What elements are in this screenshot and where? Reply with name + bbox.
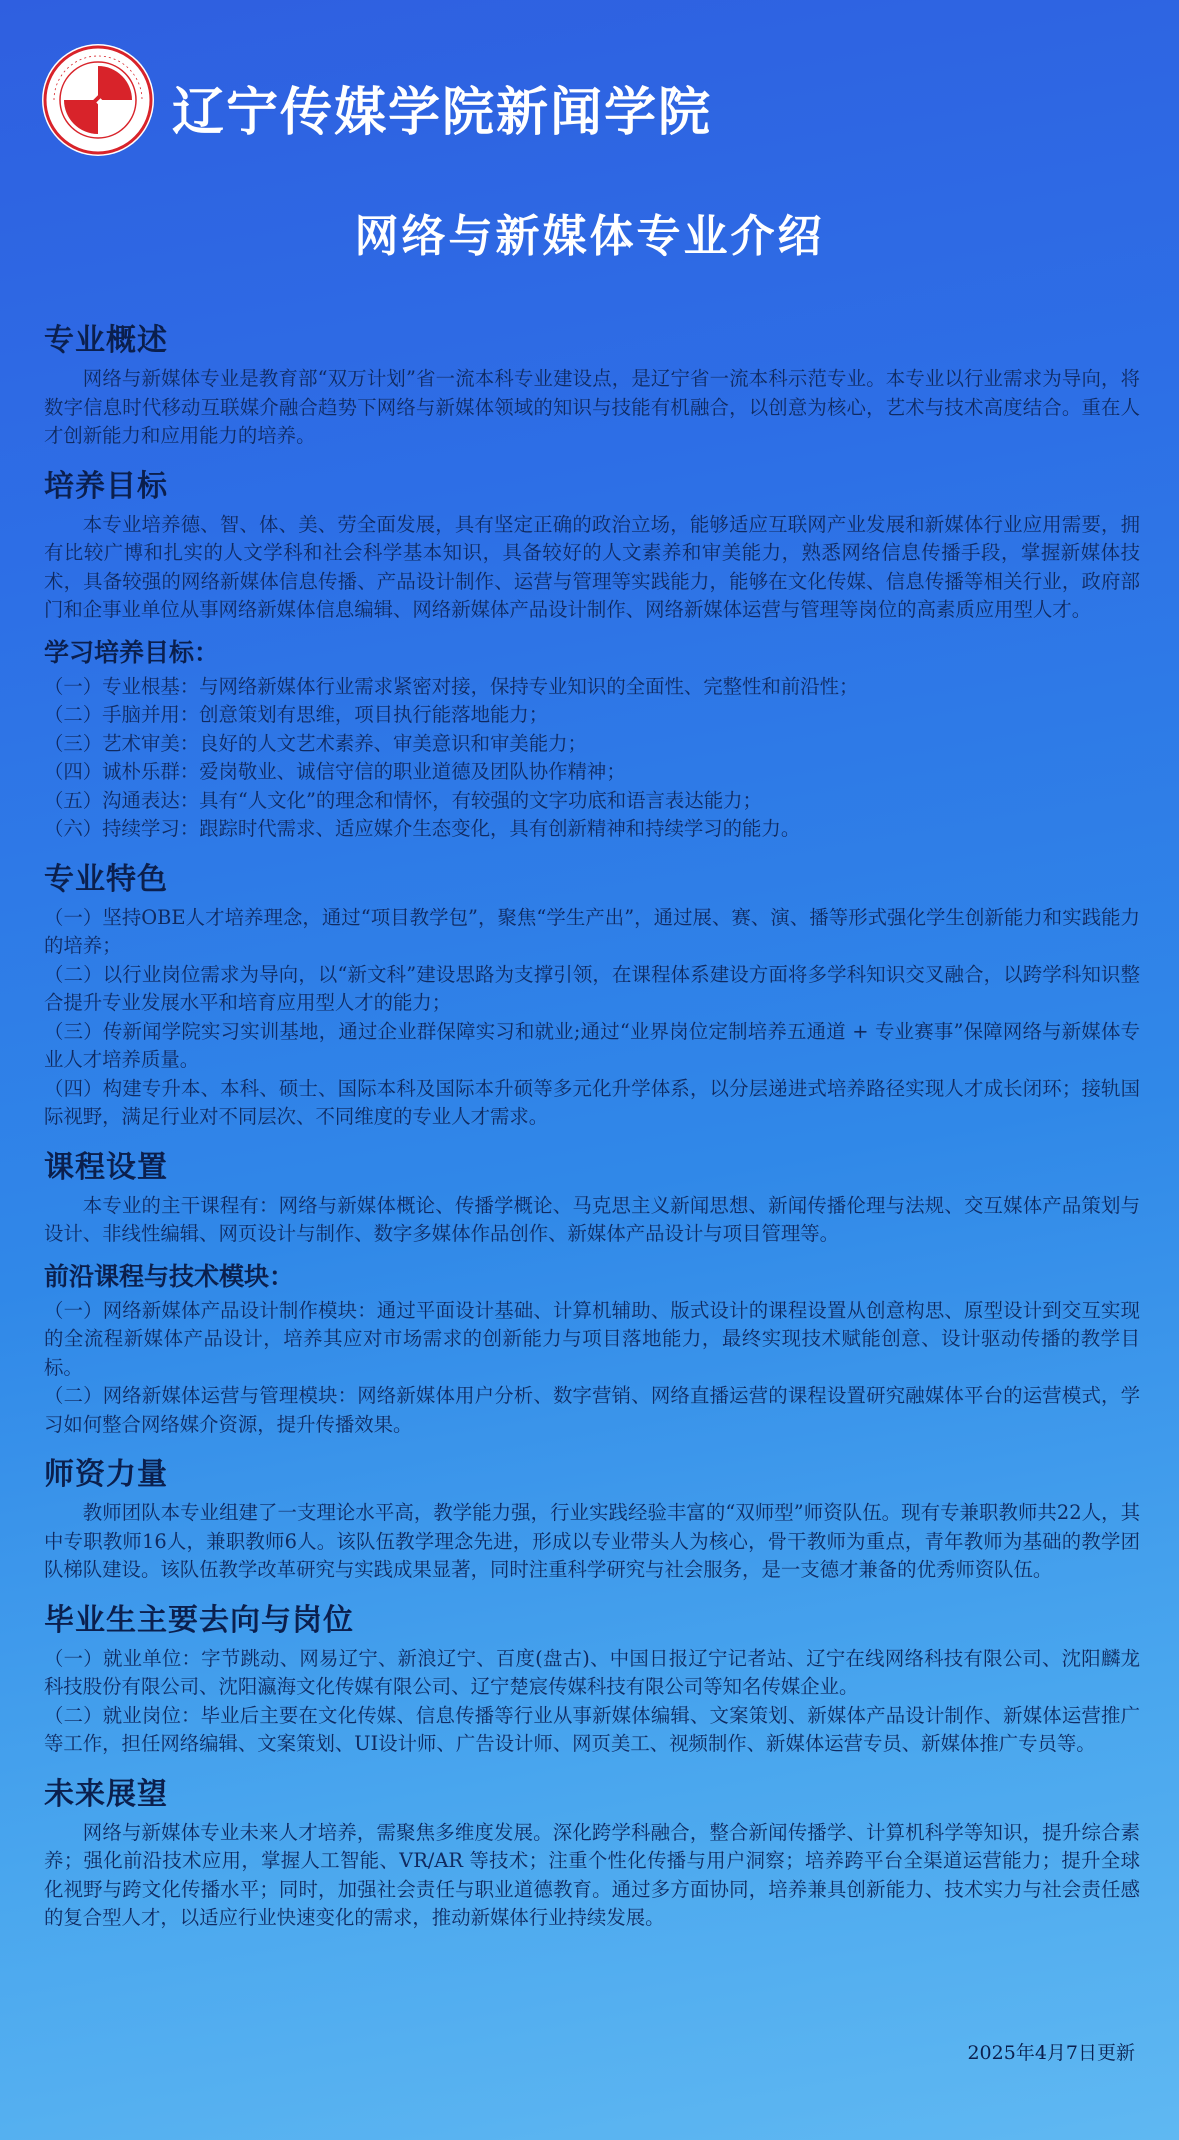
list-item: （四）构建专升本、本科、硕士、国际本科及国际本升硕等多元化升学体系，以分层递进式培养路径实现人才成长闭环；接轨国际视野，满足行业对不同层次、不同维度的专业人才需求。 [44, 1076, 1140, 1128]
section-body: 网络与新媒体专业是教育部“双万计划”省一流本科专业建设点，是辽宁省一流本科示范专业。本专业以行业需求为导向，将数字信息时代移动互联媒介融合趋势下网络与新媒体领域的知识与技能有机融合，以创意为核心，艺术与技术高度结合。重在人才创新能力和应用能力的培养。 [44, 367, 1140, 447]
list-item: （二）网络新媒体运营与管理模块：网络新媒体用户分析、数字营销、网络直播运营的课程设置研究融媒体平台的运营模式，学习如何整合网络媒介资源，提升传播效果。 [44, 1384, 1140, 1436]
section-body: 网络与新媒体专业未来人才培养，需聚焦多维度发展。深化跨学科融合，整合新闻传播学、计算机科学等知识，提升综合素养；强化前沿技术应用，掌握人工智能、VR/AR 等技术；注重个性化传播与用户洞察；培养跨平台全渠道运营能力；提升全球化视野与跨文化传播水平；同时，加强社会责任与职业道德教育。通过多方面协同，培养兼具创新能力、技术实力与社会责任感的复合型人才，以适应行业快速变化的需求，推动新媒体行业持续发展。 [44, 1820, 1140, 1929]
section-heading: 课程设置 [44, 1149, 168, 1185]
section-learning-goals [44, 633, 1140, 844]
list-item: （二）以行业岗位需求为导向，以“新文科”建设思路为支撑引领，在课程体系建设方面将多学科知识交叉融合，以跨学科知识整合提升专业发展水平和培育应用型人才的能力； [44, 962, 1140, 1014]
list-item: （一）就业单位：字节跳动、网易辽宁、新浪辽宁、百度(盘古)、中国日报辽宁记者站、辽宁在线网络科技有限公司、沈阳麟龙科技股份有限公司、沈阳瀛海文化传媒有限公司、辽宁楚宸传媒科技有限公司等知名传媒企业。 [44, 1646, 1140, 1698]
section-heading: 专业概述 [44, 323, 168, 358]
list-item: （二）就业岗位：毕业后主要在文化传媒、信息传播等行业从事新媒体编辑、文案策划、新媒体产品设计制作、新媒体运营推广等工作，担任网络编辑、文案策划、UI设计师、广告设计师、网页美工、视频制作、新媒体运营专员、新媒体推广专员等。 [44, 1703, 1140, 1755]
list-item: （一）专业根基：与网络新媒体行业需求紧密对接，保持专业知识的全面性、完整性和前沿性； [44, 674, 859, 698]
section-heading: 未来展望 [44, 1776, 168, 1812]
section-body: 教师团队本专业组建了一支理论水平高，教学能力强，行业实践经验丰富的“双师型”师资队伍。现有专兼职教师共22人，其中专职教师16人，兼职教师6人。该队伍教学理念先进，形成以专业带头人为核心，骨干教师为重点，青年教师为基础的教学团队梯队建设。该队伍教学改革研究与实践成果显著，同时注重科学研究与社会服务，是一支德才兼备的优秀师资队伍。 [44, 1501, 1140, 1581]
list-item: （六）持续学习：跟踪时代需求、适应媒介生态变化，具有创新精神和持续学习的能力。 [44, 817, 801, 840]
list-item: （五）沟通表达：具有“人文化”的理念和情怀，有较强的文字功底和语言表达能力； [44, 788, 762, 812]
section-outlook [44, 1769, 1140, 1933]
section-body: 本专业培养德、智、体、美、劳全面发展，具有坚定正确的政治立场，能够适应互联网产业发展和新媒体行业应用需要，拥有比较广博和扎实的人文学科和社会科学基本知识，具备较好的人文素养和审美能力，熟悉网络信息传播手段，掌握新媒体技术，具备较强的网络新媒体信息传播、产品设计制作、运营与管理等实践能力，能够在文化传媒、信息传播等相关行业，政府部门和企事业单位从事网络新媒体信息编辑、网络新媒体产品设计制作、网络新媒体运营与管理等岗位的高素质应用型人才。 [44, 512, 1140, 621]
list-item: （三）艺术审美：良好的人文艺术素养、审美意识和审美能力； [44, 731, 587, 755]
subsection-heading: 前沿课程与技术模块： [44, 1261, 295, 1291]
section-heading: 专业特色 [44, 861, 168, 897]
university-logo-icon [40, 42, 156, 158]
section-heading: 培养目标 [44, 468, 168, 504]
update-date: 2025年4月7日更新 [967, 2042, 1135, 2064]
section-courses [44, 1142, 1140, 1249]
section-goals [44, 461, 1140, 625]
subsection-heading: 学习培养目标： [44, 637, 220, 667]
section-heading: 师资力量 [44, 1457, 168, 1492]
section-faculty [44, 1449, 1140, 1585]
list-item: （四）诚朴乐群：爱岗敬业、诚信守信的职业道德及团队协作精神； [44, 760, 626, 783]
section-overview [44, 315, 1140, 451]
section-body: 本专业的主干课程有：网络与新媒体概论、传播学概论、马克思主义新闻思想、新闻传播伦理与法规、交互媒体产品策划与设计、非线性编辑、网页设计与制作、数字多媒体作品创作、新媒体产品设计与项目管理等。 [44, 1193, 1140, 1245]
list-item: （一）坚持OBE人才培养理念，通过“项目教学包”，聚焦“学生产出”，通过展、赛、演、播等形式强化学生创新能力和实践能力的培养； [44, 905, 1140, 957]
list-item: （一）网络新媒体产品设计制作模块：通过平面设计基础、计算机辅助、版式设计的课程设置从创意构思、原型设计到交互实现的全流程新媒体产品设计，培养其应对市场需求的创新能力与项目落地能力，最终实现技术赋能创意、设计驱动传播的教学目标。 [44, 1298, 1140, 1379]
section-careers [44, 1595, 1140, 1759]
list-item: （三）传新闻学院实习实训基地，通过企业群保障实习和就业;通过“业界岗位定制培养五通道 + 专业赛事”保障网络与新媒体专业人才培养质量。 [44, 1019, 1140, 1071]
school-name: 辽宁传媒学院新闻学院 [172, 82, 713, 143]
section-features [44, 854, 1140, 1132]
list-item: （二）手脑并用：创意策划有思维，项目执行能落地能力； [44, 703, 549, 726]
section-heading: 毕业生主要去向与岗位 [44, 1602, 354, 1638]
main-content [44, 305, 1140, 1937]
page-title: 网络与新媒体专业介绍 [354, 211, 825, 262]
section-modules [44, 1257, 1140, 1440]
header [40, 42, 1140, 162]
